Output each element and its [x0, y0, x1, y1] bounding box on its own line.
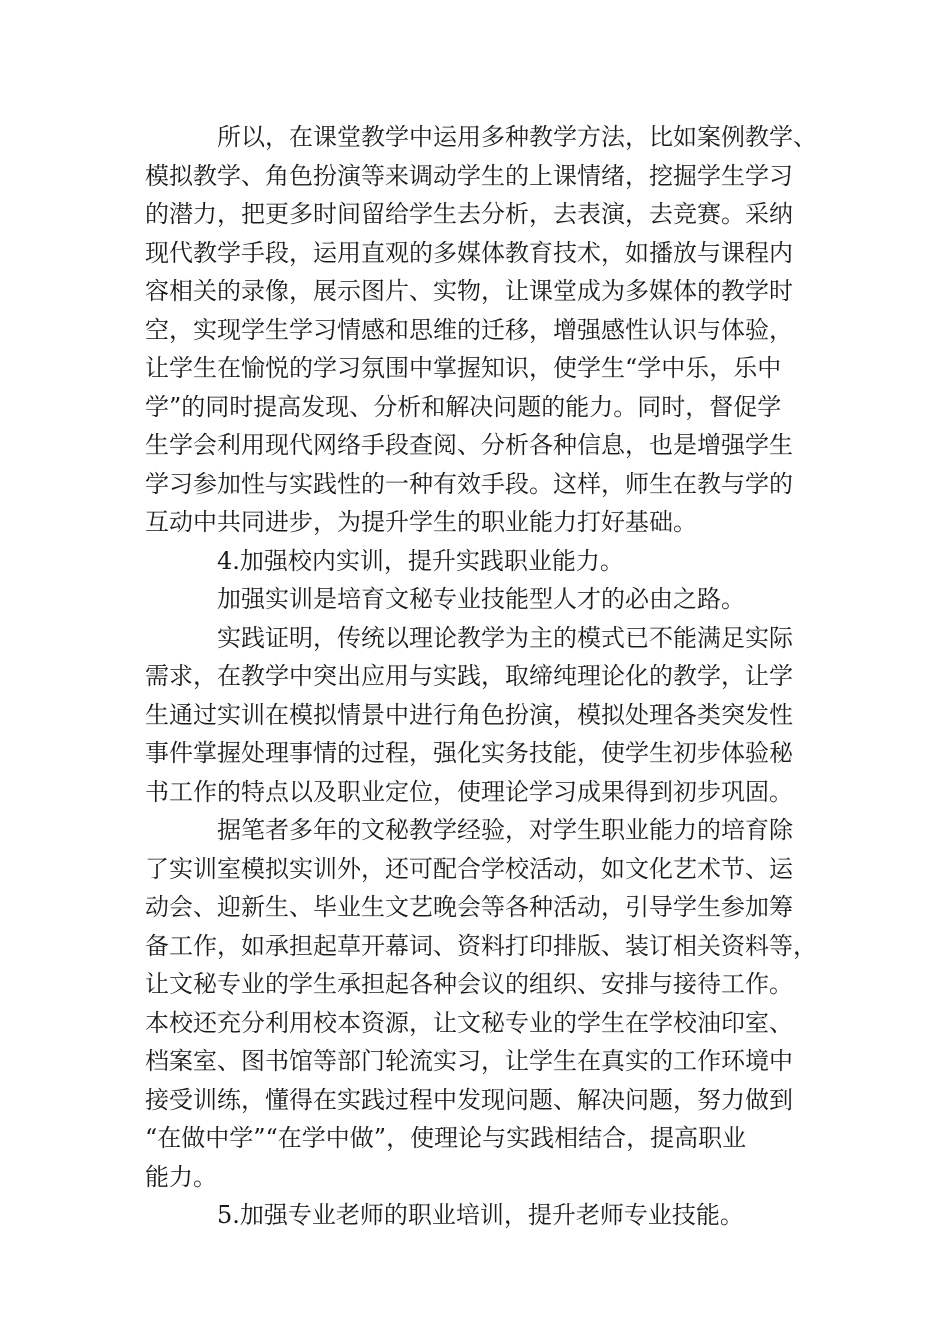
text-line: 书工作的特点以及职业定位，使理论学习成果得到初步巩固。: [145, 777, 793, 806]
text-line: 容相关的录像，展示图片、实物，让课堂成为多媒体的教学时: [145, 277, 793, 305]
text-line: 事件掌握处理事情的过程，强化实务技能，使学生初步体验秘: [145, 739, 793, 767]
text-line: 加强实训是培育文秘专业技能型人才的必由之路。: [217, 585, 745, 613]
section-heading: 4.加强校内实训，提升实践职业能力。: [217, 546, 624, 575]
text-line: 接受训练，懂得在实践过程中发现问题、解决问题，努力做到: [145, 1085, 793, 1114]
text-line: 了实训室模拟实训外，还可配合学校活动，如文化艺术节、运: [145, 854, 793, 883]
text-line: 学习参加性与实践性的一种有效手段。这样，师生在教与学的: [145, 469, 793, 498]
text-line: 互动中共同进步，为提升学生的职业能力打好基础。: [145, 508, 697, 536]
text-line: 空，实现学生学习情感和思维的迁移，增强感性认识与体验，: [145, 315, 793, 344]
text-line: 据笔者多年的文秘教学经验，对学生职业能力的培育除: [217, 816, 793, 844]
section-heading: 5.加强专业老师的职业培训，提升老师专业技能。: [217, 1201, 744, 1229]
body-text: [145, 118, 817, 1235]
text-line: 动会、迎新生、毕业生文艺晚会等各种活动，引导学生参加筹: [145, 893, 793, 921]
text-line: 实践证明，传统以理论教学为主的模式已不能满足实际: [217, 623, 793, 652]
text-line: 本校还充分利用校本资源，让文秘专业的学生在学校油印室、: [145, 1008, 793, 1037]
text-line: 需求，在教学中突出应用与实践，取缔纯理论化的教学，让学: [145, 662, 793, 690]
text-line: 现代教学手段，运用直观的多媒体教育技术，如播放与课程内: [145, 238, 793, 267]
text-line: 备工作，如承担起草开幕词、资料打印排版、装订相关资料等，: [145, 931, 817, 960]
text-line: 所以，在课堂教学中运用多种教学方法，比如案例教学、: [217, 123, 817, 151]
text-line: “在做中学”“在学中做”，使理论与实践相结合，提高职业: [145, 1124, 747, 1152]
text-line: 让学生在愉悦的学习氛围中掌握知识，使学生“学中乐，乐中: [145, 354, 782, 382]
text-line: 生学会利用现代网络手段查阅、分析各种信息，也是增强学生: [145, 431, 793, 459]
text-line: 档案室、图书馆等部门轮流实习，让学生在真实的工作环境中: [145, 1047, 793, 1075]
text-line: 学”的同时提高发现、分析和解决问题的能力。同时，督促学: [145, 392, 782, 421]
text-line: 能力。: [145, 1162, 217, 1191]
text-line: 生通过实训在模拟情景中进行角色扮演，模拟处理各类突发性: [145, 700, 793, 729]
text-line: 让文秘专业的学生承担起各种会议的组织、安排与接待工作。: [145, 970, 793, 998]
text-line: 的潜力，把更多时间留给学生去分析，去表演，去竞赛。采纳: [145, 200, 793, 228]
text-line: 模拟教学、角色扮演等来调动学生的上课情绪，挖掘学生学习: [145, 161, 793, 190]
